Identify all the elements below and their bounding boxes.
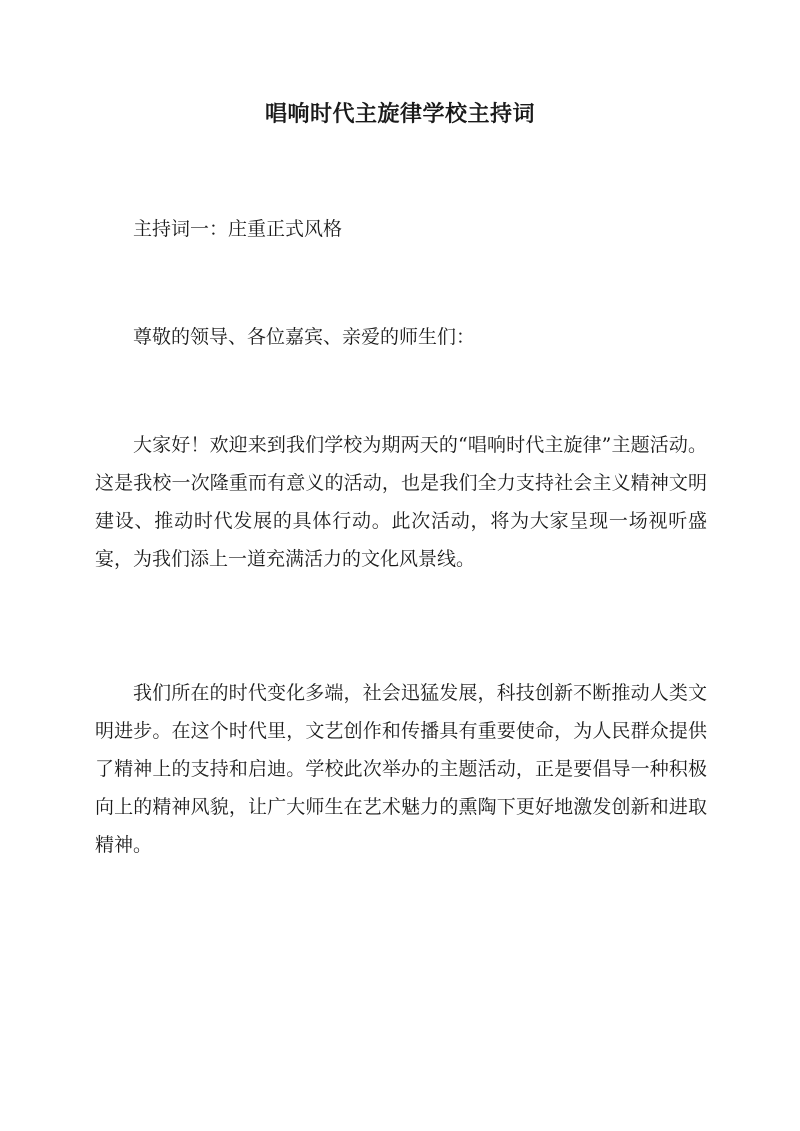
document-title: 唱响时代主旋律学校主持词 bbox=[264, 101, 535, 127]
paragraph-welcome: 大家好！欢迎来到我们学校为期两天的“唱响时代主旋律”主题活动。这是我校一次隆重而有意义的活动，也是我们全力支持社会主义精神文明建设、推动时代发展的具体行动。此次活动，将为大家呈现一场视听盛宴，为我们添上一道充满活力的文化风景线。 bbox=[95, 434, 707, 570]
paragraph-era: 我们所在的时代变化多端，社会迅猛发展，科技创新不断推动人类文明进步。在这个时代里，文艺创作和传播具有重要使命，为人民群众提供了精神上的支持和启迪。学校此次举办的主题活动，正是要倡导一种积极向上的精神风貌，让广大师生在艺术魅力的熏陶下更好地激发创新和进取精神。 bbox=[95, 682, 707, 856]
salutation: 尊敬的领导、各位嘉宾、亲爱的师生们： bbox=[133, 326, 476, 348]
section-subtitle: 主持词一：庄重正式风格 bbox=[133, 218, 343, 240]
